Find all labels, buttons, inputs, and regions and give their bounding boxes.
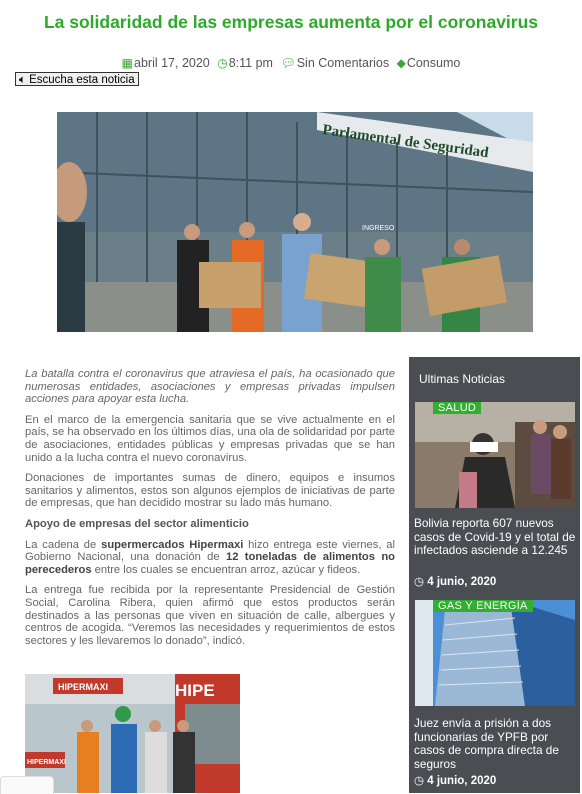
paragraph: La entrega fue recibida por la representante Presidencial de Gestión Social, Carolina Ribera, quien afirmó que estos productos serán destinados a las personas que viven en situación de calle, albergues y centros de acogida. “Veremos las necesidades y requerimientos de estos sectores y les llevaremos lo donado”, indicó. [25,584,395,647]
listen-button[interactable] [15,72,139,86]
latest-news-sidebar [409,357,580,793]
time-meta [217,56,273,70]
listen-label: Escucha esta noticia [29,74,135,86]
news-card-date [414,574,496,588]
text-span: La cadena de [25,538,102,551]
section-subheading: Apoyo de empresas del sector alimenticio [25,517,249,530]
date-meta[interactable] [122,56,210,70]
category-text: Consumo [406,56,461,70]
clock-icon: ◷ [414,775,425,787]
article-meta [0,56,582,70]
sidebar-title: Ultimas Noticias [419,372,506,386]
bold-span: supermercados Hipermaxi [101,538,244,551]
paragraph [25,539,395,577]
clock-icon: ◷ [217,56,228,70]
date-text: abril 17, 2020 [134,56,210,70]
article-title[interactable]: La solidaridad de las empresas aumenta por el coronavirus [43,12,539,32]
time-text: 8:11 pm [228,56,273,70]
hero-sign-text: Parlamental de Seguridad [321,122,490,162]
category-badge[interactable]: GAS Y ENERGÍA [433,600,533,612]
photo-sign-bottom: HIPERMAXI [27,759,66,766]
news-card-title[interactable]: Juez envía a prisión a dos funcionarias de YPFB por casos de compra directa de seguros [414,716,559,771]
hero-sign2-text: INGRESO [362,225,395,232]
date-text: 4 junio, 2020 [427,775,497,787]
category-link[interactable] [397,56,461,70]
speaker-icon: 🔈︎ [19,74,26,86]
hero-image [57,112,533,332]
comments-link[interactable] [280,56,389,70]
clock-icon: ◷ [414,576,425,588]
photo-sign-text: HIPE [175,681,215,700]
article-body [25,368,395,655]
paragraph: Donaciones de importantes sumas de dinero, equipos e insumos sanitarios y alimentos, estos son algunos ejemplos de iniciativas de parte de empresas, que han decidido mostrar su lado más humano. [25,472,395,510]
text-span: hizo entrega este viernes, al Gobierno Nacional, una donación de [25,538,395,564]
date-text: 4 junio, 2020 [427,576,497,588]
calendar-icon: ▦ [121,56,133,70]
news-card-image[interactable] [415,600,575,706]
floating-widget-tab[interactable] [0,776,54,794]
photo-sign-small: HIPERMAXI [58,682,109,692]
text-span: entre los cuales se encuentran arroz, azúcar y fideos. [91,563,361,576]
article-photo [25,674,240,793]
comment-icon: 💬︎ [280,56,296,70]
category-badge[interactable]: SALUD [433,402,481,414]
news-card-date [414,773,496,787]
news-card-image[interactable] [415,402,575,508]
comments-text: Sin Comentarios [296,56,390,70]
tag-icon: ◆ [396,56,406,70]
news-card-title[interactable]: Bolivia reporta 607 nuevos casos de Covid-19 y el total de infectados asciende a 12.245 [414,516,576,557]
paragraph: En el marco de la emergencia sanitaria que se vive actualmente en el país, se ha observado en los últimos días, una ola de solidaridad por parte de asociaciones, entidades públicas y empresas privadas que se han unido a la lucha contra el nuevo coronavirus. [25,413,395,464]
lead-paragraph: La batalla contra el coronavirus que atraviesa el país, ha ocasionado que numerosas entidades, asociaciones y empresas privadas impulsen acciones para apoyar esta lucha. [25,368,395,406]
bold-span: 12 toneladas de alimentos no perecederos [25,551,396,576]
